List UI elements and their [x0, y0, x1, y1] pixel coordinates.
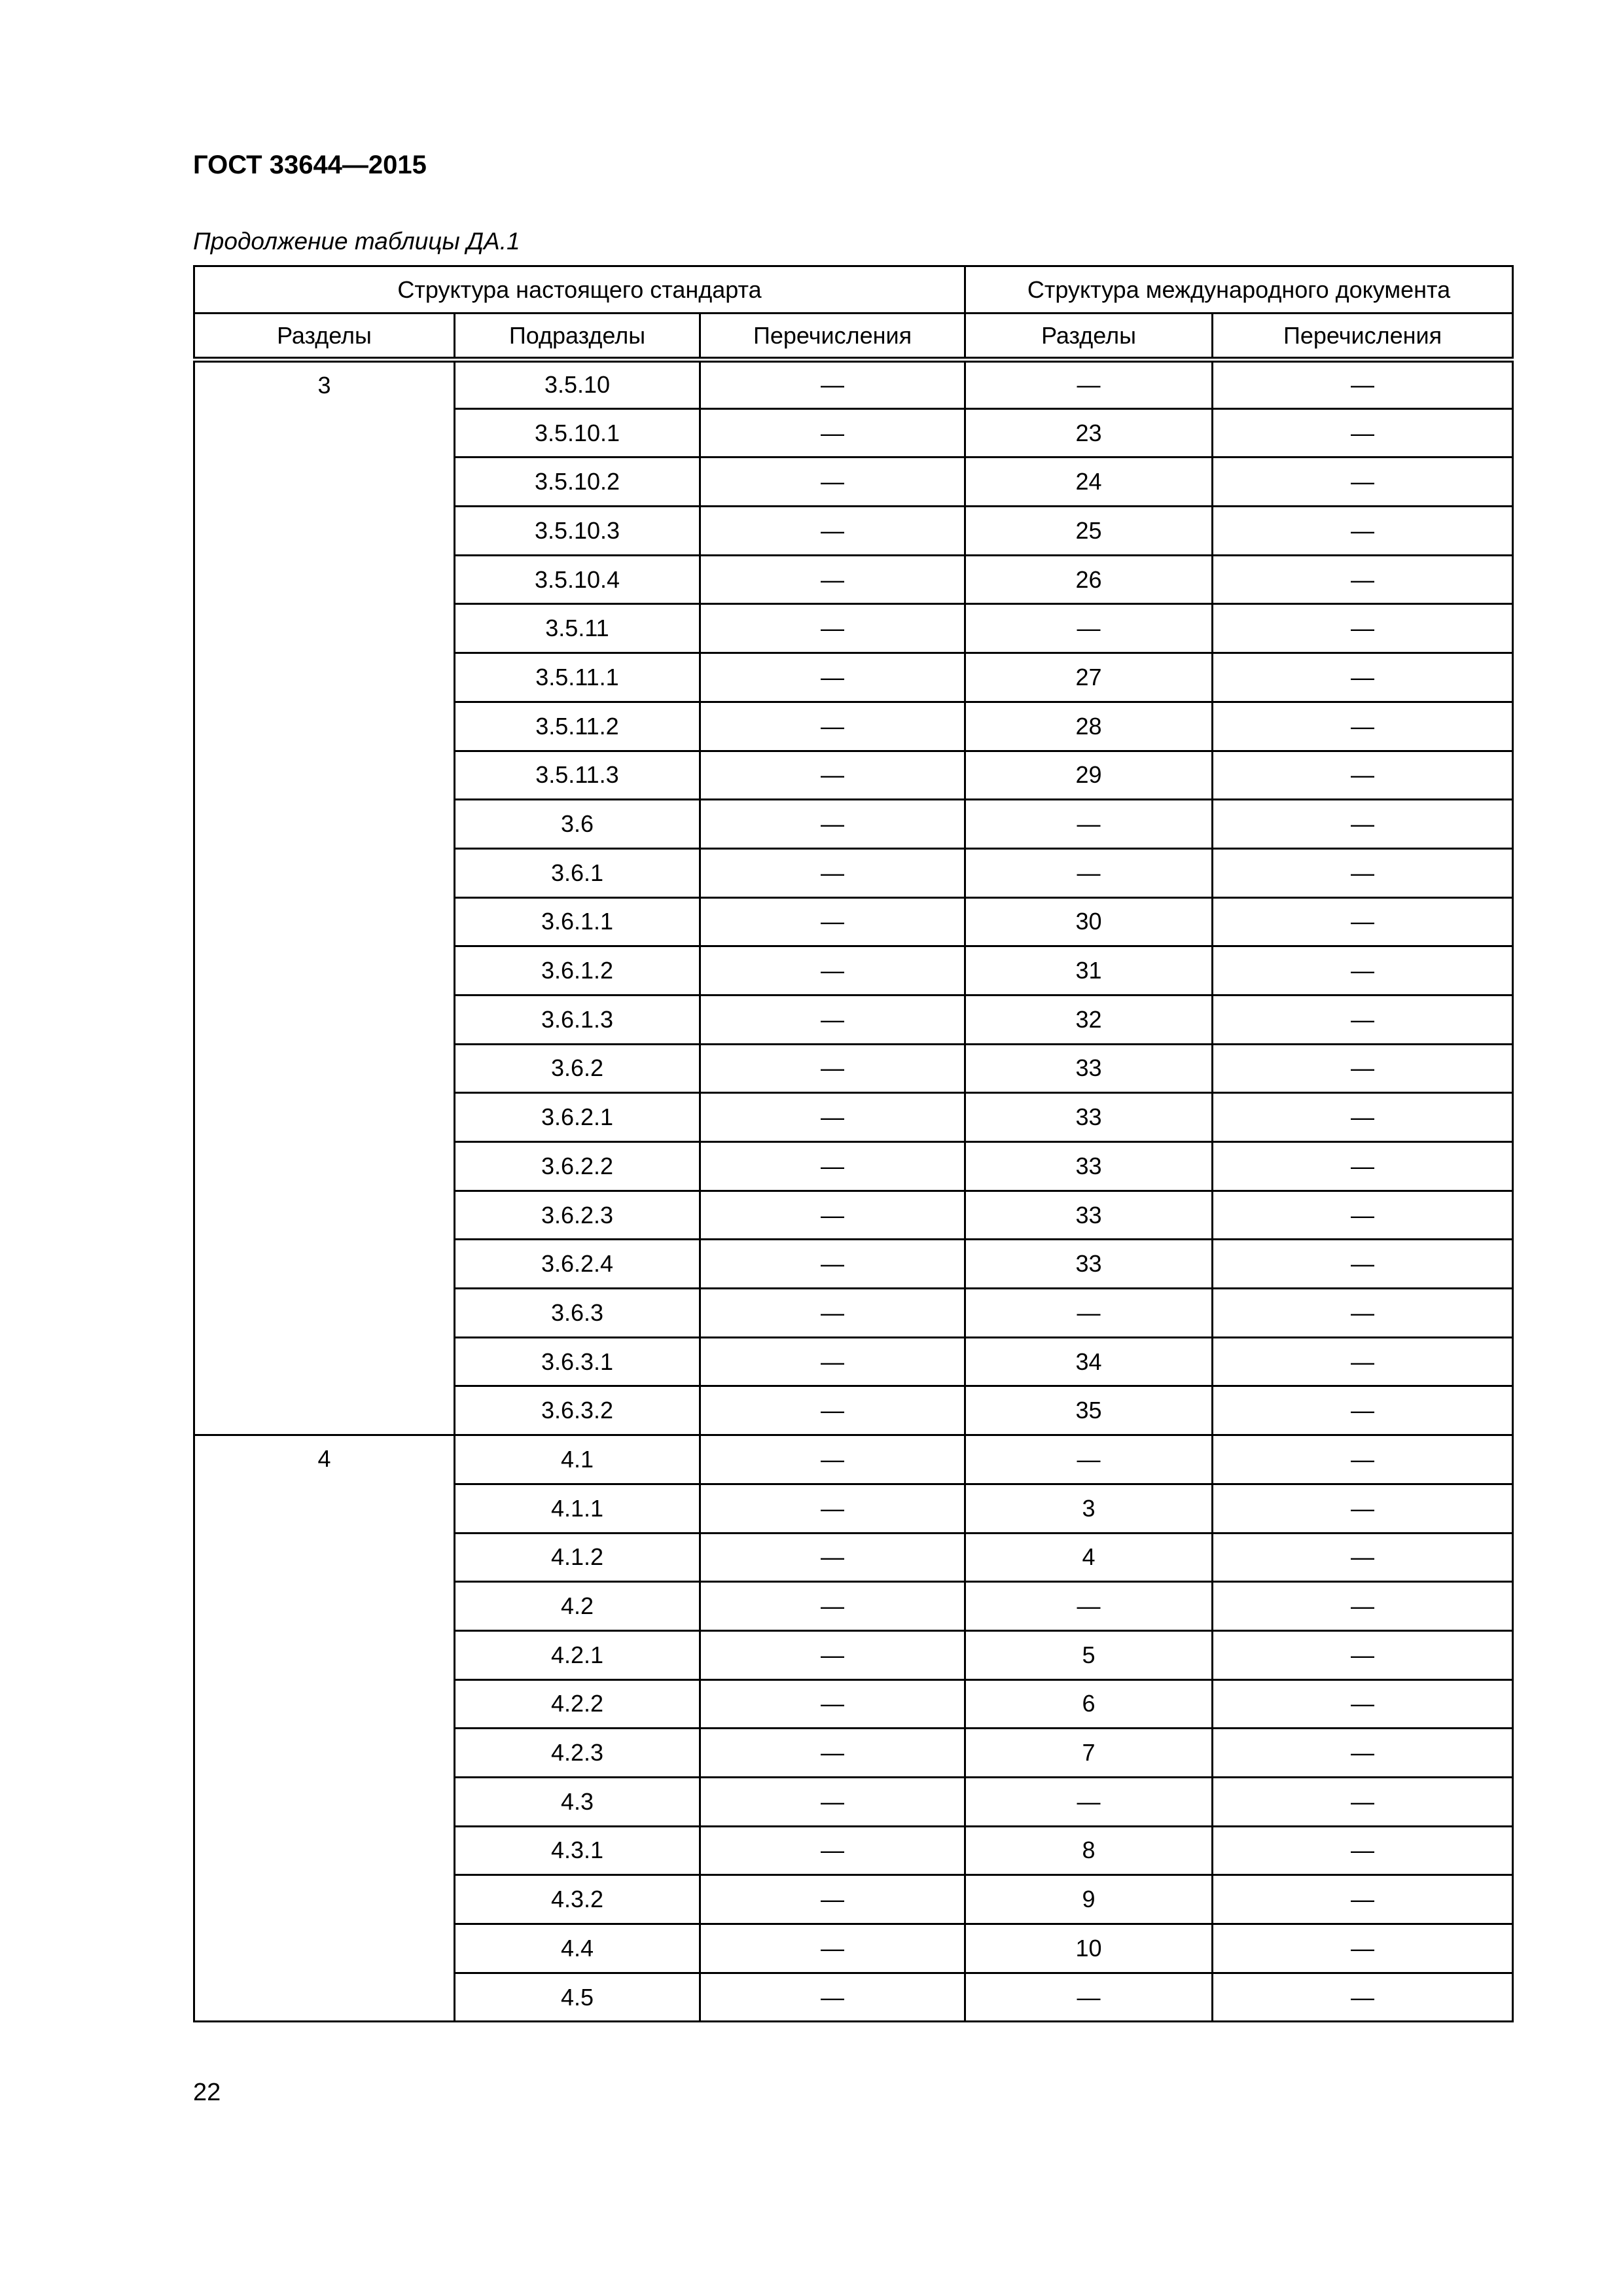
intl-section-cell: —: [965, 1973, 1213, 2022]
intl-enumeration-cell: —: [1213, 507, 1513, 556]
intl-enumeration-cell: —: [1213, 1435, 1513, 1484]
subsection-cell: 4.5: [455, 1973, 700, 2022]
intl-section-cell: —: [965, 1777, 1213, 1826]
subsection-cell: 3.5.11.3: [455, 751, 700, 800]
intl-enumeration-cell: —: [1213, 1973, 1513, 2022]
subsection-cell: 4.1.2: [455, 1533, 700, 1582]
enumeration-cell: —: [700, 360, 965, 409]
subsection-cell: 3.6.3.1: [455, 1337, 700, 1386]
intl-section-cell: 35: [965, 1386, 1213, 1435]
intl-section-cell: —: [965, 604, 1213, 653]
intl-enumeration-cell: —: [1213, 995, 1513, 1044]
intl-enumeration-cell: —: [1213, 751, 1513, 800]
subsection-cell: 3.6.2: [455, 1044, 700, 1093]
intl-section-cell: 10: [965, 1924, 1213, 1973]
intl-enumeration-cell: —: [1213, 653, 1513, 702]
subsection-cell: 3.5.10.3: [455, 507, 700, 556]
intl-section-cell: 3: [965, 1484, 1213, 1533]
enumeration-cell: —: [700, 702, 965, 751]
subsection-cell: 4.1: [455, 1435, 700, 1484]
enumeration-cell: —: [700, 408, 965, 457]
intl-enumeration-cell: —: [1213, 457, 1513, 507]
intl-section-cell: —: [965, 360, 1213, 409]
intl-section-cell: 24: [965, 457, 1213, 507]
intl-enumeration-cell: —: [1213, 1826, 1513, 1875]
intl-section-cell: 26: [965, 555, 1213, 604]
intl-section-cell: 33: [965, 1093, 1213, 1142]
intl-enumeration-cell: —: [1213, 360, 1513, 409]
intl-section-cell: 23: [965, 408, 1213, 457]
subsection-cell: 4.2.2: [455, 1679, 700, 1729]
enumeration-cell: —: [700, 1044, 965, 1093]
subsection-cell: 3.6.2.4: [455, 1240, 700, 1289]
intl-enumeration-cell: —: [1213, 1142, 1513, 1191]
intl-enumeration-cell: —: [1213, 1386, 1513, 1435]
table-header: [194, 266, 1513, 360]
intl-enumeration-cell: —: [1213, 1630, 1513, 1679]
subsection-cell: 3.6.2.1: [455, 1093, 700, 1142]
enumeration-cell: —: [700, 1973, 965, 2022]
intl-enumeration-cell: —: [1213, 946, 1513, 996]
enumeration-cell: —: [700, 1191, 965, 1240]
subsection-cell: 3.6: [455, 800, 700, 849]
subsection-cell: 4.2.3: [455, 1729, 700, 1778]
intl-section-cell: 29: [965, 751, 1213, 800]
enumeration-cell: —: [700, 507, 965, 556]
intl-enumeration-cell: —: [1213, 800, 1513, 849]
subsection-cell: 3.5.11: [455, 604, 700, 653]
enumeration-cell: —: [700, 1679, 965, 1729]
enumeration-cell: —: [700, 1337, 965, 1386]
enumeration-cell: —: [700, 848, 965, 897]
group-header-international: Структура международного документа: [965, 266, 1513, 314]
subsection-cell: 4.2.1: [455, 1630, 700, 1679]
subsection-cell: 3.6.1.1: [455, 897, 700, 946]
subsection-cell: 4.1.1: [455, 1484, 700, 1533]
intl-enumeration-cell: —: [1213, 1191, 1513, 1240]
subsection-cell: 4.3.1: [455, 1826, 700, 1875]
intl-enumeration-cell: —: [1213, 1093, 1513, 1142]
subsection-cell: 4.2: [455, 1582, 700, 1631]
enumeration-cell: —: [700, 751, 965, 800]
group-header-national: Структура настоящего стандарта: [194, 266, 965, 314]
enumeration-cell: —: [700, 1386, 965, 1435]
intl-section-cell: 31: [965, 946, 1213, 996]
intl-section-cell: —: [965, 1289, 1213, 1338]
intl-enumeration-cell: —: [1213, 1533, 1513, 1582]
column-header-row: [194, 314, 1513, 360]
enumeration-cell: —: [700, 897, 965, 946]
enumeration-cell: —: [700, 1435, 965, 1484]
enumeration-cell: —: [700, 946, 965, 996]
intl-section-cell: 6: [965, 1679, 1213, 1729]
intl-section-cell: 5: [965, 1630, 1213, 1679]
subsection-cell: 3.6.3.2: [455, 1386, 700, 1435]
intl-enumeration-cell: —: [1213, 555, 1513, 604]
intl-section-cell: 9: [965, 1875, 1213, 1924]
subsection-cell: 3.6.2.2: [455, 1142, 700, 1191]
subsection-cell: 4.3.2: [455, 1875, 700, 1924]
column-header-intl-sections: Разделы: [965, 314, 1213, 360]
intl-section-cell: 34: [965, 1337, 1213, 1386]
intl-enumeration-cell: —: [1213, 1729, 1513, 1778]
intl-enumeration-cell: —: [1213, 897, 1513, 946]
document-title: ГОСТ 33644—2015: [193, 151, 427, 179]
intl-enumeration-cell: —: [1213, 1337, 1513, 1386]
intl-section-cell: —: [965, 1435, 1213, 1484]
enumeration-cell: —: [700, 800, 965, 849]
table-caption: Продолжение таблицы ДА.1: [193, 228, 520, 255]
enumeration-cell: —: [700, 1630, 965, 1679]
intl-enumeration-cell: —: [1213, 408, 1513, 457]
intl-enumeration-cell: —: [1213, 1044, 1513, 1093]
column-header-intl-enumerations: Перечисления: [1213, 314, 1513, 360]
intl-section-cell: 27: [965, 653, 1213, 702]
table-row: [194, 360, 1513, 409]
intl-section-cell: —: [965, 800, 1213, 849]
column-header-subsections: Подразделы: [455, 314, 700, 360]
intl-enumeration-cell: —: [1213, 1875, 1513, 1924]
intl-section-cell: 7: [965, 1729, 1213, 1778]
enumeration-cell: —: [700, 653, 965, 702]
enumeration-cell: —: [700, 1093, 965, 1142]
enumeration-cell: —: [700, 1533, 965, 1582]
enumeration-cell: —: [700, 1582, 965, 1631]
subsection-cell: 3.5.11.1: [455, 653, 700, 702]
intl-enumeration-cell: —: [1213, 1679, 1513, 1729]
correspondence-table: [193, 265, 1514, 2022]
section-cell: 4: [194, 1435, 455, 2022]
subsection-cell: 3.6.3: [455, 1289, 700, 1338]
intl-section-cell: 33: [965, 1191, 1213, 1240]
enumeration-cell: —: [700, 1777, 965, 1826]
intl-section-cell: 25: [965, 507, 1213, 556]
group-header-row: [194, 266, 1513, 314]
enumeration-cell: —: [700, 995, 965, 1044]
table-row: [194, 1435, 1513, 1484]
enumeration-cell: —: [700, 1826, 965, 1875]
subsection-cell: 3.6.2.3: [455, 1191, 700, 1240]
intl-enumeration-cell: —: [1213, 702, 1513, 751]
subsection-cell: 4.4: [455, 1924, 700, 1973]
intl-enumeration-cell: —: [1213, 1924, 1513, 1973]
table-body: [194, 360, 1513, 2022]
enumeration-cell: —: [700, 555, 965, 604]
intl-enumeration-cell: —: [1213, 848, 1513, 897]
intl-section-cell: 8: [965, 1826, 1213, 1875]
intl-enumeration-cell: —: [1213, 1582, 1513, 1631]
intl-section-cell: —: [965, 1582, 1213, 1631]
intl-section-cell: 33: [965, 1044, 1213, 1093]
intl-section-cell: 33: [965, 1142, 1213, 1191]
enumeration-cell: —: [700, 1289, 965, 1338]
column-header-enumerations: Перечисления: [700, 314, 965, 360]
intl-section-cell: 33: [965, 1240, 1213, 1289]
enumeration-cell: —: [700, 1924, 965, 1973]
intl-section-cell: 4: [965, 1533, 1213, 1582]
section-cell: 3: [194, 360, 455, 1435]
subsection-cell: 3.6.1: [455, 848, 700, 897]
enumeration-cell: —: [700, 1142, 965, 1191]
intl-section-cell: 32: [965, 995, 1213, 1044]
subsection-cell: 3.6.1.3: [455, 995, 700, 1044]
subsection-cell: 3.5.10.2: [455, 457, 700, 507]
intl-enumeration-cell: —: [1213, 1484, 1513, 1533]
subsection-cell: 3.5.11.2: [455, 702, 700, 751]
subsection-cell: 3.5.10.1: [455, 408, 700, 457]
enumeration-cell: —: [700, 1729, 965, 1778]
enumeration-cell: —: [700, 1240, 965, 1289]
intl-section-cell: 30: [965, 897, 1213, 946]
subsection-cell: 3.5.10.4: [455, 555, 700, 604]
subsection-cell: 3.6.1.2: [455, 946, 700, 996]
intl-section-cell: 28: [965, 702, 1213, 751]
intl-enumeration-cell: —: [1213, 604, 1513, 653]
enumeration-cell: —: [700, 1875, 965, 1924]
intl-enumeration-cell: —: [1213, 1777, 1513, 1826]
intl-enumeration-cell: —: [1213, 1240, 1513, 1289]
enumeration-cell: —: [700, 457, 965, 507]
enumeration-cell: —: [700, 604, 965, 653]
subsection-cell: 3.5.10: [455, 360, 700, 409]
page-number: 22: [193, 2079, 221, 2106]
subsection-cell: 4.3: [455, 1777, 700, 1826]
enumeration-cell: —: [700, 1484, 965, 1533]
intl-section-cell: —: [965, 848, 1213, 897]
intl-enumeration-cell: —: [1213, 1289, 1513, 1338]
column-header-sections: Разделы: [194, 314, 455, 360]
